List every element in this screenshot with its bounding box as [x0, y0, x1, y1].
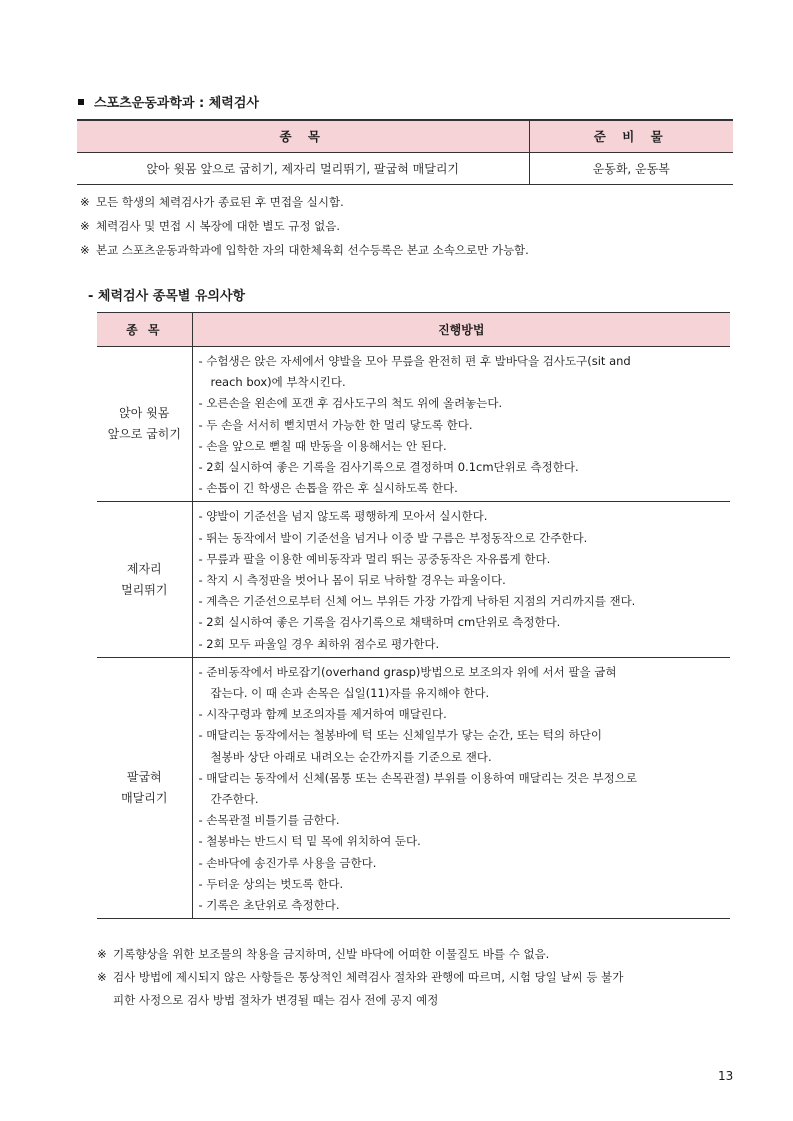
item-name-line: 팔굽혀	[126, 770, 162, 785]
footnotes	[97, 943, 737, 1012]
method-line: reach box)에 부착시킨다.	[210, 375, 346, 390]
footnote-text: 기록향상을 위한 보조물의 착용을 금지하며, 신발 바닥에 어떠한 이물질도 바를 수 없음.	[113, 947, 550, 961]
detail-header-method: 진행방법	[192, 313, 730, 347]
summary-header-row	[77, 120, 733, 152]
method-line: - 시작구령과 함께 보조의자를 제거하여 매달린다.	[198, 707, 447, 722]
page-number: 13	[718, 1069, 734, 1083]
summary-header-supplies: 준 비 물	[529, 120, 733, 152]
note-mark: ※	[97, 947, 107, 961]
method-line: - 매달리는 동작에서는 철봉바에 턱 또는 신체일부가 닿는 순간, 또는 턱의 하단이	[198, 728, 603, 743]
summary-row	[77, 152, 733, 184]
note-mark: ※	[80, 195, 90, 209]
note-text: 모든 학생의 체력검사가 종료된 후 면접을 실시함.	[96, 195, 344, 209]
footnote-2-continued: 피한 사정으로 검사 방법 절차가 변경될 때는 검사 전에 공지 예정	[113, 993, 439, 1007]
section-title	[78, 92, 259, 111]
square-bullet-icon	[78, 99, 84, 105]
footnote-text: 검사 방법에 제시되지 않은 사항들은 통상적인 체력검사 절차와 관행에 따르며, 시험 당일 날씨 등 불가	[113, 970, 624, 984]
method-line: - 양발이 기준선을 넘지 않도록 평행하게 모아서 실시한다.	[198, 509, 488, 524]
note-mark: ※	[97, 970, 107, 984]
method-line: - 뛰는 동작에서 발이 기준선을 넘거나 이중 발 구름은 부정동작으로 간주한다.	[198, 530, 588, 545]
item-name-line: 제자리	[126, 561, 162, 576]
footnote-1	[97, 943, 737, 966]
item-name-line: 앉아 윗몸	[119, 406, 170, 421]
section-title-text: 스포츠운동과학과 : 체력검사	[94, 96, 259, 111]
detail-header-item: 종 목	[97, 313, 192, 347]
detail-header-row	[97, 313, 730, 347]
detail-row-flexed-arm-hang	[97, 657, 730, 918]
summary-cell-items: 앉아 윗몸 앞으로 굽히기, 제자리 멀리뛰기, 팔굽혀 매달리기	[146, 161, 460, 176]
method-line: - 두 손을 서서히 뻗치면서 가능한 한 멀리 닿도록 한다.	[198, 417, 473, 432]
note-mark: ※	[80, 219, 90, 233]
note-text: 체력검사 및 면접 시 복장에 대한 별도 규정 없음.	[96, 219, 340, 233]
method-line: - 착지 시 측정판을 벗어나 몸이 뒤로 낙하할 경우는 파울이다.	[198, 573, 506, 588]
summary-cell-supplies: 운동화, 운동복	[529, 152, 733, 184]
note-text: 본교 스포츠운동과학과에 입학한 자의 대한체육회 선수등록은 본교 소속으로만 가능함.	[96, 243, 529, 257]
method-line: 간주한다.	[210, 792, 259, 807]
method-line: 철봉바 상단 아래로 내려오는 순간까지를 기준으로 잰다.	[210, 749, 492, 764]
method-cell	[192, 502, 730, 657]
summary-table	[77, 119, 733, 185]
method-line: - 계측은 기준선으로부터 신체 어느 부위든 가장 가깝게 낙하된 지점의 거리까지를 잰다.	[198, 594, 636, 609]
footnote-2	[97, 966, 737, 989]
item-name-line: 멀리뛰기	[121, 582, 168, 597]
note-3	[80, 242, 529, 258]
method-line: 잡는다. 이 때 손과 손목은 십일(11)자를 유지해야 한다.	[210, 686, 490, 701]
method-line: - 철봉바는 반드시 턱 밑 목에 위치하여 둔다.	[198, 834, 421, 849]
method-line: - 수험생은 앉은 자세에서 양발을 모아 무릎을 완전히 편 후 발바닥을 검사도구(sit and	[198, 354, 631, 368]
method-line: - 두터운 상의는 벗도록 한다.	[198, 876, 344, 891]
item-name-line: 앞으로 굽히기	[107, 427, 181, 442]
method-line: - 손톱이 긴 학생은 손톱을 깎은 후 실시하도록 한다.	[198, 481, 458, 496]
method-cell	[192, 347, 730, 502]
detail-table	[97, 312, 730, 919]
method-line: - 2회 모두 파울일 경우 최하위 점수로 평가한다.	[198, 636, 440, 651]
method-cell	[192, 657, 730, 918]
item-name-cell	[97, 502, 192, 657]
detail-row-sit-and-reach	[97, 347, 730, 502]
method-line: - 준비동작에서 바로잡기(overhand grasp)방법으로 보조의자 위에 서서 팔을 굽혀	[198, 664, 617, 679]
method-line: - 오른손을 왼손에 포갠 후 검사도구의 척도 위에 올려놓는다.	[198, 396, 503, 411]
item-name-cell	[97, 347, 192, 502]
method-line: - 기록은 초단위로 측정한다.	[198, 898, 340, 913]
method-line: - 손바닥에 송진가루 사용을 금한다.	[198, 855, 377, 870]
note-mark: ※	[80, 243, 90, 257]
note-1	[80, 194, 344, 210]
method-line: - 손목관절 비틀기를 금한다.	[198, 813, 340, 828]
method-line: - 2회 실시하여 좋은 기록을 검사기록으로 채택하며 cm단위로 측정한다.	[198, 615, 561, 630]
item-name-line: 매달리기	[121, 791, 168, 806]
item-name-cell	[97, 657, 192, 918]
method-line: - 손을 앞으로 뻗칠 때 반동을 이용해서는 안 된다.	[198, 438, 447, 453]
method-line: - 2회 실시하여 좋은 기록을 검사기록으로 결정하며 0.1cm단위로 측정한다.	[198, 460, 579, 475]
detail-row-standing-long-jump	[97, 502, 730, 657]
subsection-title: - 체력검사 종목별 유의사항	[88, 289, 246, 304]
note-2	[80, 218, 340, 234]
method-line: - 무릎과 팔을 이용한 예비동작과 멀리 뛰는 공중동작은 자유롭게 한다.	[198, 551, 551, 566]
summary-header-item: 종 목	[77, 120, 529, 152]
method-line: - 매달리는 동작에서 신체(몸통 또는 손목관절) 부위를 이용하여 매달리는 것은 부정으로	[198, 770, 637, 785]
